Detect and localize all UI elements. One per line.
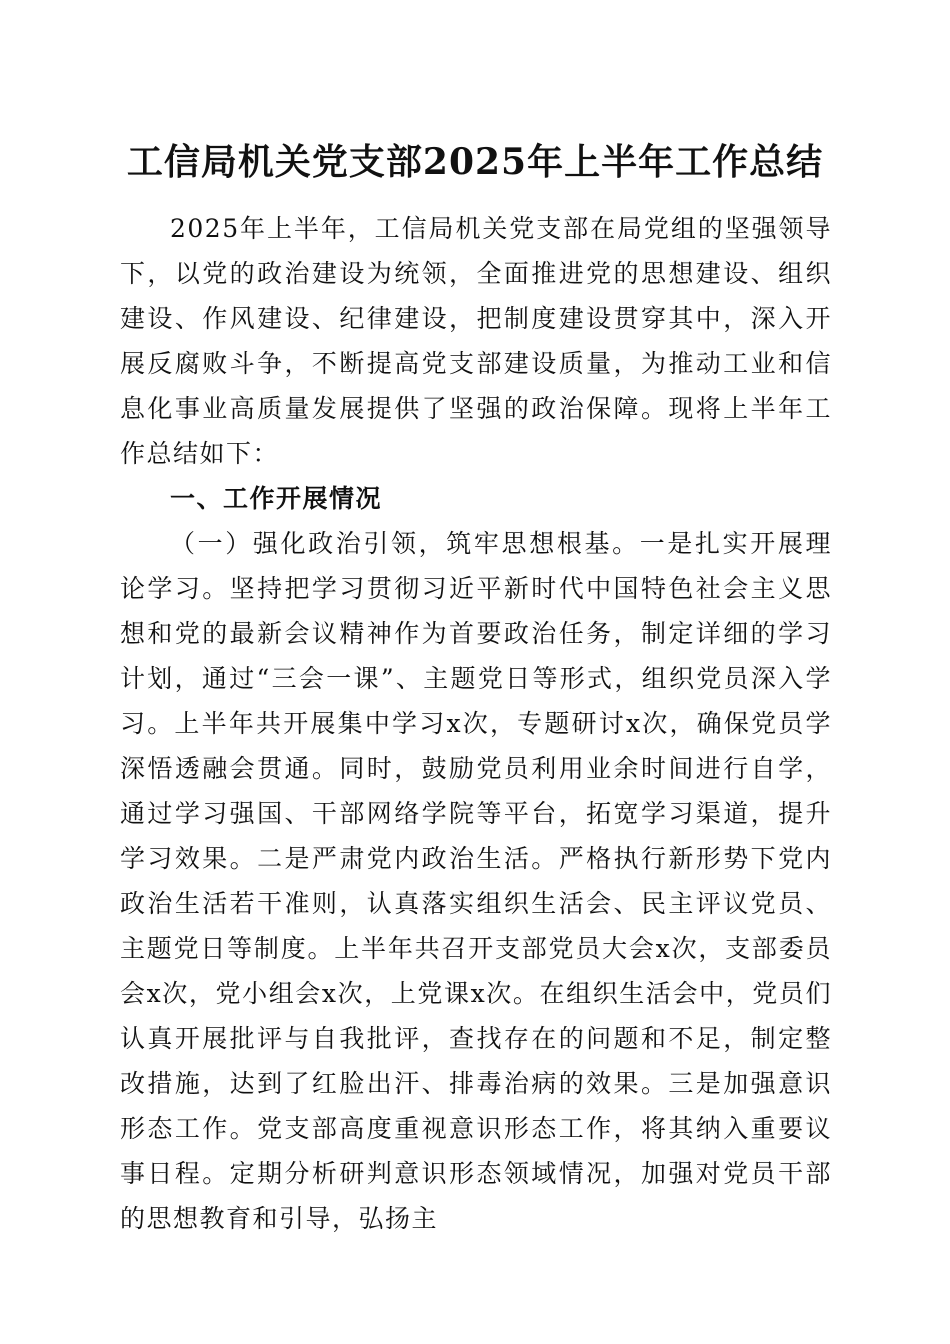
body-paragraph: （一）强化政治引领，筑牢思想根基。一是扎实开展理论学习。坚持把学习贯彻习近平新时代中国特色社会主义思想和党的最新会议精神作为首要政治任务，制定详细的学习计划，通过“三会一课”、主题党日等形式，组织党员深入学习。上半年共开展集中学习x次，专题研讨x次，确保党员学深悟透融会贯通。同时，鼓励党员利用业余时间进行自学，通过学习强国、干部网络学院等平台，拓宽学习渠道，提升学习效果。二是严肃党内政治生活。严格执行新形势下党内政治生活若干准则，认真落实组织生活会、民主评议党员、主题党日等制度。上半年共召开支部党员大会x次，支部委员会x次，党小组会x次，上党课x次。在组织生活会中，党员们认真开展批评与自我批评，查找存在的问题和不足，制定整改措施，达到了红脸出汗、排毒治病的效果。三是加强意识形态工作。党支部高度重视意识形态工作，将其纳入重要议事日程。定期分析研判意识形态领域情况，加强对党员干部的思想教育和引导，弘扬主 (120, 529, 832, 1233)
document-title: 工信局机关党支部2025年上半年工作总结 (126, 141, 824, 183)
section-heading: 一、工作开展情况 (170, 484, 383, 513)
document-body (120, 206, 832, 1241)
intro-paragraph: 2025年上半年，工信局机关党支部在局党组的坚强领导下，以党的政治建设为统领，全面推进党的思想建设、组织建设、作风建设、纪律建设，把制度建设贯穿其中，深入开展反腐败斗争，不断提高党支部建设质量，为推动工业和信息化事业高质量发展提供了坚强的政治保障。现将上半年工作总结如下： (120, 214, 832, 468)
